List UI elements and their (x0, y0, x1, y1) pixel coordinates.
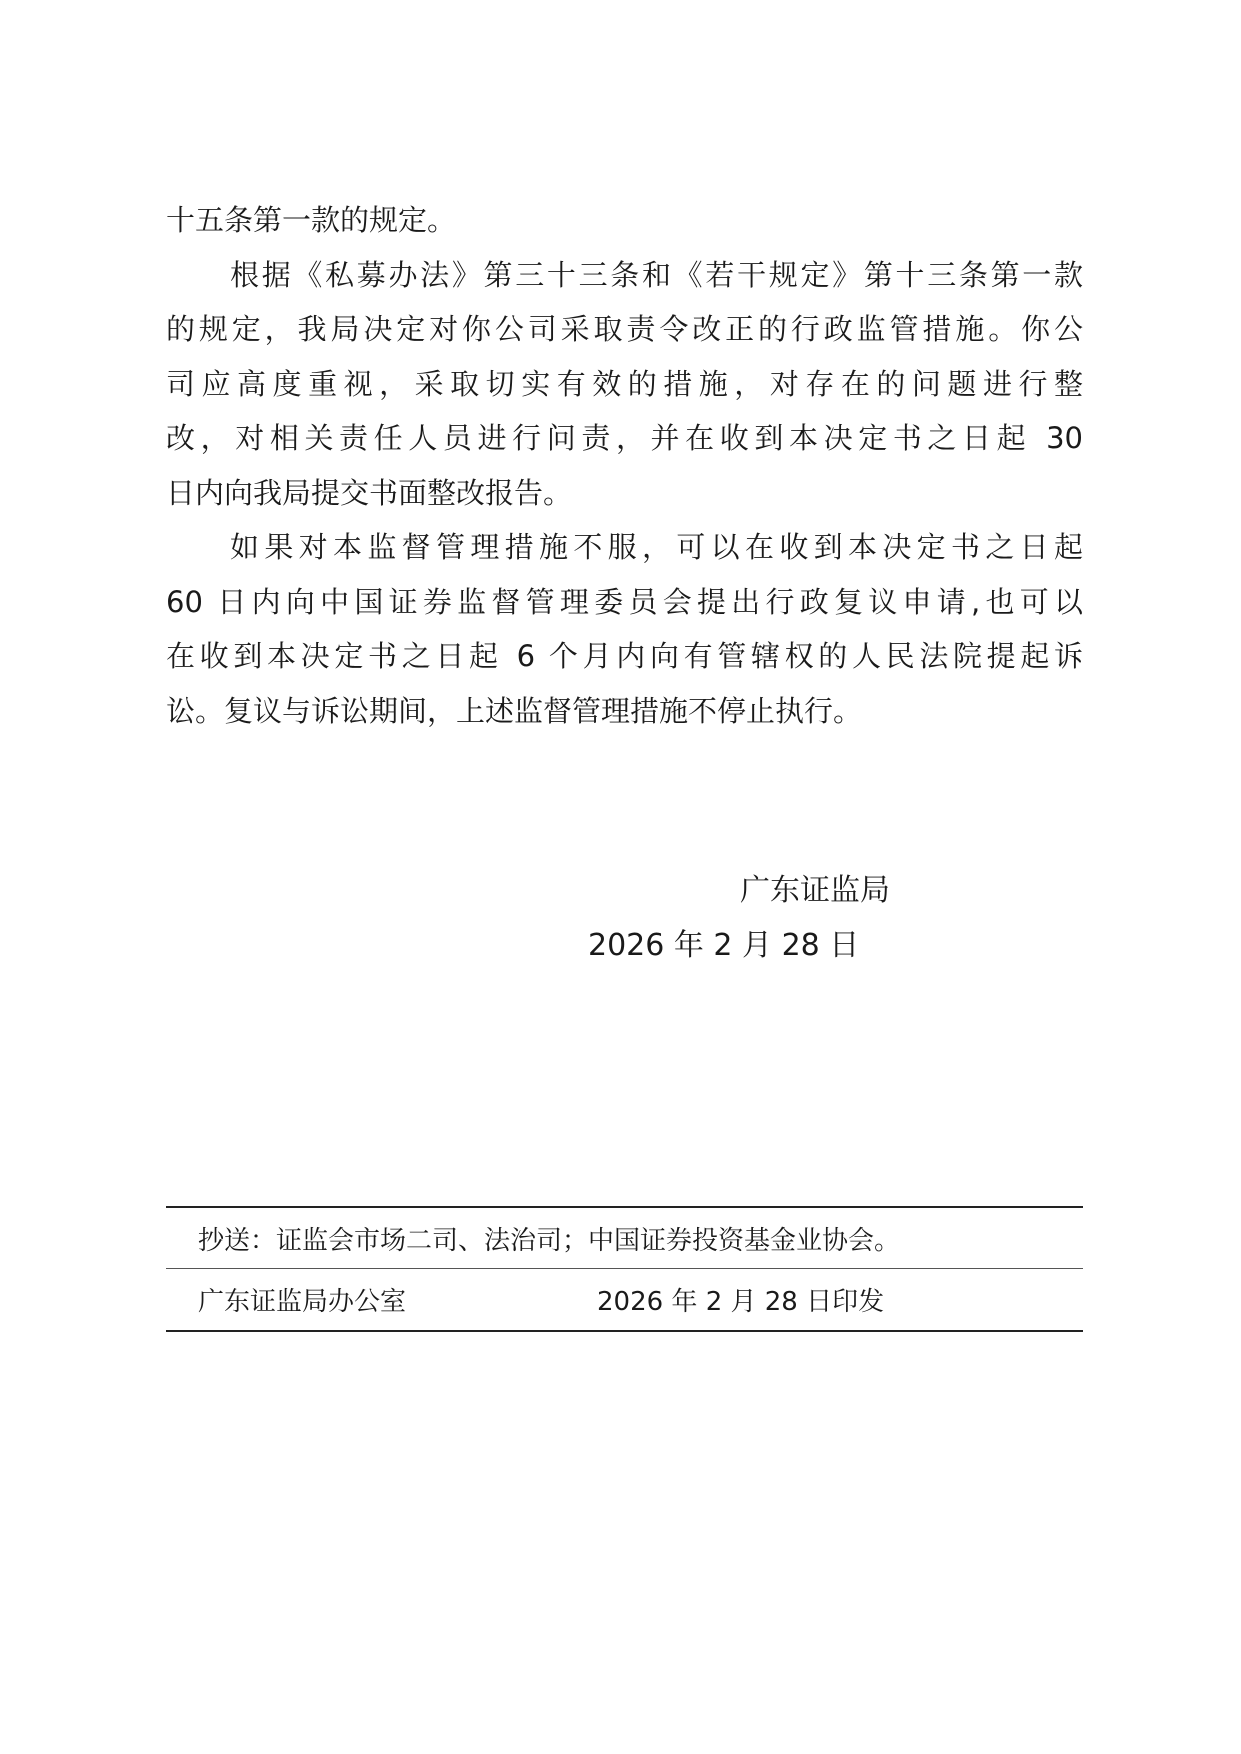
body-line-6: 日内向我局提交书面整改报告。 (166, 476, 573, 510)
body-line-3: 的规定，我局决定对你公司采取责令改正的行政监管措施。你公 (166, 312, 1083, 346)
body-line-8: 60 日内向中国证券监督管理委员会提出行政复议申请,也可以 (166, 585, 1083, 619)
print-date: 2026 年 2 月 28 日印发 (597, 1287, 885, 1317)
issuing-office: 广东证监局办公室 (198, 1287, 407, 1317)
footer-middle-rule (166, 1268, 1083, 1269)
issuer-signature: 广东证监局 (740, 873, 890, 908)
body-line-5: 改，对相关责任人员进行问责，并在收到本决定书之日起 30 (166, 421, 1083, 455)
body-line-4: 司应高度重视，采取切实有效的措施，对存在的问题进行整 (166, 367, 1083, 401)
cc-line (198, 1223, 900, 1259)
body-line-2: 根据《私募办法》第三十三条和《若干规定》第十三条第一款 (230, 258, 1083, 292)
issue-date: 2026 年 2 月 28 日 (588, 928, 860, 963)
footer-bottom-rule (166, 1330, 1083, 1332)
cc-recipients: 证监会市场二司、法治司；中国证券投资基金业协会。 (276, 1226, 901, 1256)
cc-label: 抄送： (198, 1226, 277, 1256)
body-line-7: 如果对本监督管理措施不服，可以在收到本决定书之日起 (230, 530, 1083, 564)
footer-top-rule (166, 1206, 1083, 1208)
body-line-1: 十五条第一款的规定。 (166, 203, 457, 237)
body-line-9: 在收到本决定书之日起 6 个月内向有管辖权的人民法院提起诉 (166, 639, 1083, 673)
body-line-10: 讼。复议与诉讼期间，上述监督管理措施不停止执行。 (166, 694, 863, 728)
